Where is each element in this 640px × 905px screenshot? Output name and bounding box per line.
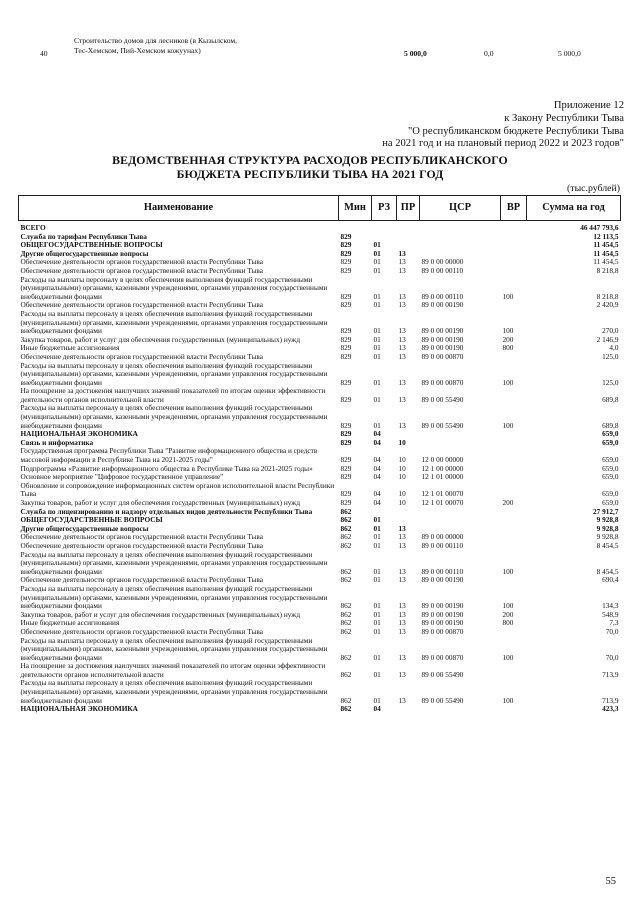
row-name: Расходы на выплаты персоналу в целях обеспечения выполнения функций государственными (муниципальными) органами, казенными учреждениями, органами управления государственными внебюджетными фондами — [20, 360, 328, 387]
row-min: 829 — [340, 334, 352, 344]
header-sum: Сумма на год — [527, 196, 621, 221]
row-min: 829 — [340, 420, 352, 430]
row-sum: 8 454,5 — [596, 566, 619, 576]
row-name: Расходы на выплаты персоналу в целях обеспечения выполнения функций государственными (муниципальными) органами, казенными учреждениями, органами управления государственными внебюджетными фондами — [20, 308, 328, 336]
row-min: 829 — [340, 231, 352, 241]
row-rz — [372, 221, 397, 233]
row-vr — [501, 301, 527, 310]
row-vr: 100 — [502, 652, 514, 662]
row-sum: 659,0 — [602, 472, 619, 482]
row-pr: 13 — [398, 626, 406, 636]
row-min: 829 — [340, 437, 352, 447]
row-pr: 10 — [398, 437, 406, 447]
row-vr: 100 — [502, 566, 514, 576]
row-pr: 13 — [398, 394, 406, 404]
row-name: На поощрение за достижения наилучших значений показателей по итогам оценки эффективности деятельности органов исполнительной власти — [20, 661, 326, 679]
table-row — [19, 447, 621, 464]
row-vr — [501, 233, 527, 242]
row-csr — [420, 439, 501, 448]
row-sum: 27 912,7 — [592, 506, 619, 516]
row-name: Иные бюджетные ассигнования — [20, 618, 120, 628]
row-sum: 713,9 — [602, 695, 619, 705]
row-min: 829 — [340, 472, 352, 482]
row-csr: 89 0 00 00190 — [421, 343, 464, 353]
row-name: Обеспечение деятельности органов государственной власти Республики Тыва — [20, 351, 263, 361]
row-csr — [420, 241, 501, 250]
row-pr: 13 — [398, 265, 406, 275]
row-pr: 13 — [398, 420, 406, 430]
row-name: Служба по лицензированию и надзору отдельных видов деятельности Республики Тыва — [20, 506, 313, 516]
row-name: Государственная программа Республики Тыва "Развитие информационного общества и средств массовой информации в Республике Тыва на 2021-2025 годы" — [20, 446, 318, 465]
row-vr — [501, 533, 527, 542]
row-pr: 10 — [398, 455, 406, 465]
row-rz: 01 — [373, 695, 381, 705]
row-pr: 13 — [398, 326, 406, 336]
row-pr — [397, 233, 420, 242]
row-vr — [501, 447, 527, 464]
row-csr: 89 0 00 00000 — [421, 257, 464, 267]
header-csr: ЦСР — [420, 196, 501, 221]
row-csr: 89 0 00 00110 — [421, 540, 464, 550]
appendix-line4: на 2021 год и на плановый период 2022 и 2023 годов" — [382, 138, 624, 150]
row-min: 862 — [340, 601, 352, 611]
row-rz: 01 — [373, 334, 381, 344]
row-csr: 89 0 00 00190 — [421, 618, 464, 628]
row-name: Служба по тарифам Республики Тыва — [20, 231, 147, 241]
row-rz: 01 — [373, 343, 381, 353]
title-line2: БЮДЖЕТА РЕСПУБЛИКИ ТЫВА НА 2021 ГОД — [176, 166, 444, 181]
row-csr — [420, 516, 501, 525]
row-min: 862 — [340, 532, 352, 542]
row-rz: 01 — [373, 515, 381, 525]
row-vr — [501, 473, 527, 482]
row-min: 829 — [340, 240, 352, 250]
row-rz: 04 — [373, 472, 381, 482]
row-csr: 89 0 00 00870 — [421, 351, 464, 361]
row-sum: 11 454,5 — [593, 240, 619, 250]
row-pr: 13 — [398, 523, 406, 533]
row-sum: 2 146,9 — [596, 334, 619, 344]
row-rz: 04 — [373, 498, 381, 507]
row-name: Обеспечение деятельности органов государственной власти Республики Тыва — [20, 300, 263, 310]
row-pr — [397, 705, 420, 714]
row-csr: 89 0 00 55490 — [421, 669, 464, 679]
unit-label: (тыс.рублей) — [567, 183, 620, 194]
row-rz: 01 — [373, 566, 381, 576]
row-sum: 659,0 — [602, 455, 619, 465]
previous-row-number: 40 — [40, 49, 48, 58]
row-pr: 13 — [398, 618, 406, 628]
row-min: 862 — [340, 695, 352, 705]
row-rz: 01 — [373, 420, 381, 430]
row-min: 829 — [340, 394, 352, 404]
row-sum: 9 928,8 — [596, 515, 619, 525]
row-min: 829 — [340, 291, 352, 301]
previous-row-name: Строительство домов для лесников (в Кызылском, Тес-Хемском, Пий-Хемском кожуунах) — [74, 36, 238, 55]
row-pr: 13 — [398, 291, 406, 301]
row-vr: 100 — [502, 326, 514, 336]
row-sum: 689,8 — [602, 394, 619, 404]
row-sum: 11 454,5 — [593, 257, 619, 267]
row-csr: 12 1 00 00000 — [421, 463, 464, 473]
row-name: Обеспечение деятельности органов государственной власти Республики Тыва — [20, 540, 263, 550]
row-csr: 89 0 00 00190 — [421, 601, 464, 611]
row-vr — [501, 250, 527, 259]
row-csr: 89 0 00 00190 — [421, 609, 464, 619]
appendix-line1: Приложение 12 — [553, 100, 624, 111]
row-sum: 7,3 — [609, 618, 619, 628]
appendix-header — [382, 100, 624, 151]
row-name: Закупка товаров, работ и услуг для обеспечения государственных (муниципальных) нужд — [20, 498, 301, 507]
table-row — [19, 585, 621, 611]
row-min: 862 — [340, 515, 352, 525]
row-pr: 13 — [398, 601, 406, 611]
row-vr: 800 — [502, 343, 514, 353]
row-pr — [397, 221, 420, 233]
page-number: 55 — [605, 876, 616, 887]
row-csr: 89 0 00 00190 — [421, 300, 464, 310]
row-sum: 125,0 — [602, 351, 619, 361]
row-min: 862 — [340, 566, 352, 576]
row-min: 829 — [340, 257, 352, 267]
row-sum: 2 420,9 — [596, 300, 619, 310]
row-pr: 13 — [398, 300, 406, 310]
row-sum: 134,3 — [602, 601, 619, 611]
row-csr: 89 0 00 55490 — [421, 394, 464, 404]
row-name: НАЦИОНАЛЬНАЯ ЭКОНОМИКА — [20, 704, 138, 714]
row-vr — [501, 516, 527, 525]
table-row — [19, 404, 621, 430]
row-sum: 8 454,5 — [596, 540, 619, 550]
row-sum: 9 928,8 — [596, 523, 619, 533]
row-sum: 270,0 — [602, 326, 619, 336]
row-pr: 13 — [398, 652, 406, 662]
row-rz: 01 — [373, 265, 381, 275]
row-pr: 10 — [398, 489, 406, 499]
row-rz: 01 — [373, 669, 381, 679]
row-vr: 100 — [502, 695, 514, 705]
row-vr — [501, 628, 527, 637]
row-min: 862 — [340, 506, 352, 516]
row-name: Расходы на выплаты персоналу в целях обеспечения выполнения функций государственными (муниципальными) органами, казенными учреждениями, органами управления государственными внебюджетными фондами — [20, 274, 328, 301]
row-pr: 13 — [398, 532, 406, 542]
row-pr: 13 — [398, 609, 406, 619]
row-name: Обеспечение деятельности органов государственной власти Республики Тыва — [20, 265, 263, 275]
row-vr — [501, 662, 527, 679]
previous-table-row — [16, 36, 616, 78]
table-row — [19, 637, 621, 663]
row-vr — [501, 267, 527, 276]
row-rz: 01 — [373, 326, 381, 336]
row-min: 829 — [340, 463, 352, 473]
row-pr — [397, 508, 420, 517]
appendix-line2: к Закону Республики Тыва — [504, 112, 624, 124]
table-row — [19, 221, 621, 233]
row-sum: 9 928,8 — [596, 532, 619, 542]
row-rz: 01 — [373, 626, 381, 636]
row-name: Основное мероприятие "Цифровое государственное управление" — [20, 472, 224, 482]
row-csr: 89 0 00 00870 — [421, 377, 464, 387]
row-name: Расходы на выплаты персоналу в целях обеспечения выполнения функций государственными (муниципальными) органами, казенными учреждениями, органами управления государственными внебюджетными фондами — [20, 635, 328, 662]
row-pr: 13 — [398, 343, 406, 353]
row-vr: 100 — [502, 601, 514, 611]
row-sum: 690,4 — [602, 575, 619, 585]
row-rz: 04 — [373, 437, 381, 447]
appendix-line3: "О республиканском бюджете Республики Тыва — [407, 125, 624, 137]
row-csr: 89 0 00 00190 — [421, 326, 464, 336]
row-pr: 13 — [398, 377, 406, 387]
row-min: 829 — [340, 300, 352, 310]
row-min: 862 — [340, 669, 352, 679]
row-rz: 01 — [373, 601, 381, 611]
table-row — [19, 276, 621, 302]
row-min: 862 — [340, 540, 352, 550]
table-row — [19, 679, 621, 705]
row-pr: 13 — [398, 248, 406, 258]
row-min: 862 — [340, 618, 352, 628]
row-min: 829 — [340, 489, 352, 499]
document-title — [90, 154, 530, 181]
row-csr: 89 0 00 00190 — [421, 575, 464, 585]
previous-row-value2: 0,0 — [484, 49, 494, 58]
table-row — [19, 310, 621, 336]
row-rz: 01 — [373, 291, 381, 301]
row-min — [339, 221, 372, 233]
row-vr — [501, 430, 527, 439]
row-csr — [420, 221, 501, 233]
row-min: 862 — [340, 523, 352, 533]
row-rz: 01 — [373, 394, 381, 404]
row-rz: 01 — [373, 523, 381, 533]
row-vr — [501, 482, 527, 499]
row-name: Закупка товаров, работ и услуг для обеспечения государственных (муниципальных) нужд — [20, 609, 301, 619]
row-rz: 04 — [373, 463, 381, 473]
row-name: НАЦИОНАЛЬНАЯ ЭКОНОМИКА — [20, 429, 138, 439]
row-vr — [501, 705, 527, 714]
row-sum: 659,0 — [602, 498, 619, 507]
header-rz: РЗ — [372, 196, 397, 221]
row-vr: 800 — [502, 618, 514, 628]
row-rz: 01 — [373, 532, 381, 542]
table-row — [19, 362, 621, 388]
row-csr: 89 0 00 00110 — [421, 265, 464, 275]
row-sum: 548,9 — [602, 609, 619, 619]
row-pr: 10 — [398, 463, 406, 473]
row-vr — [501, 221, 527, 233]
row-name: Подпрограмма «Развитие информационного общества в Республике Тыва на 2021-2025 годы» — [20, 463, 313, 473]
row-pr: 13 — [398, 566, 406, 576]
row-rz: 01 — [373, 652, 381, 662]
row-csr: 12 1 01 00000 — [421, 472, 464, 482]
row-vr — [501, 353, 527, 362]
row-name: Другие общегосударственные вопросы — [20, 523, 149, 533]
row-sum: 70,0 — [605, 626, 619, 636]
row-name: Обеспечение деятельности органов государственной власти Республики Тыва — [20, 575, 263, 585]
row-csr: 89 0 00 00110 — [421, 291, 464, 301]
row-min: 829 — [340, 377, 352, 387]
row-vr — [501, 508, 527, 517]
row-csr — [420, 430, 501, 439]
title-line1: ВЕДОМСТВЕННАЯ СТРУКТУРА РАСХОДОВ РЕСПУБЛИКАНСКОГО — [112, 153, 508, 167]
row-csr: 12 0 00 00000 — [421, 455, 464, 465]
row-rz: 01 — [373, 240, 381, 250]
row-name: Обеспечение деятельности органов государственной власти Республики Тыва — [20, 532, 263, 542]
row-min: 862 — [340, 626, 352, 636]
row-name: Обеспечение деятельности органов государственной власти Республики Тыва — [20, 626, 263, 636]
row-rz: 04 — [373, 489, 381, 499]
header-min: Мин — [339, 196, 372, 221]
row-rz: 01 — [373, 540, 381, 550]
row-min: 862 — [340, 652, 352, 662]
table-header-row — [19, 196, 621, 221]
row-rz: 01 — [373, 257, 381, 267]
row-csr: 89 0 00 00190 — [421, 334, 464, 344]
row-vr — [501, 387, 527, 404]
row-vr: 100 — [502, 377, 514, 387]
row-sum: 659,0 — [602, 463, 619, 473]
table-row — [19, 662, 621, 679]
row-vr — [501, 465, 527, 474]
row-rz: 01 — [373, 248, 381, 258]
row-sum: 659,0 — [602, 429, 619, 439]
row-name: Связь и информатика — [20, 437, 94, 447]
row-sum: 713,9 — [602, 669, 619, 679]
row-rz: 01 — [373, 351, 381, 361]
row-pr: 13 — [398, 351, 406, 361]
row-pr: 13 — [398, 334, 406, 344]
row-min: 829 — [340, 429, 352, 439]
row-name: Другие общегосударственные вопросы — [20, 248, 149, 258]
row-csr — [420, 233, 501, 242]
row-pr: 10 — [398, 498, 406, 507]
row-pr: 13 — [398, 257, 406, 267]
row-sum: 46 447 793,6 — [580, 223, 619, 232]
row-min: 829 — [340, 498, 352, 507]
row-min: 862 — [340, 609, 352, 619]
row-vr — [501, 576, 527, 585]
row-sum: 4,0 — [609, 343, 619, 353]
row-name: На поощрение за достижения наилучших значений показателей по итогам оценки эффективности деятельности органов исполнительной власти — [20, 386, 326, 404]
row-rz: 01 — [373, 618, 381, 628]
row-min: 829 — [340, 351, 352, 361]
row-csr: 89 0 00 00870 — [421, 626, 464, 636]
row-sum: 659,0 — [602, 489, 619, 499]
row-pr: 13 — [398, 540, 406, 550]
row-pr: 13 — [398, 575, 406, 585]
row-vr: 200 — [502, 609, 514, 619]
row-name: ОБЩЕГОСУДАРСТВЕННЫЕ ВОПРОСЫ — [20, 515, 163, 525]
row-csr: 12 1 01 00070 — [421, 489, 464, 499]
row-name: Обновление и сопровождение информационных систем органов исполнительной власти Республики Тыва — [20, 480, 335, 499]
row-min: 829 — [340, 265, 352, 275]
row-vr — [501, 439, 527, 448]
row-name: Расходы на выплаты персоналу в целях обеспечения выполнения функций государственными (муниципальными) органами, казенными учреждениями, органами управления государственными внебюджетными фондами — [20, 403, 328, 430]
row-csr: 89 0 00 00000 — [421, 532, 464, 542]
row-name: Закупка товаров, работ и услуг для обеспечения государственных (муниципальных) нужд — [20, 334, 301, 344]
row-sum: 11 454,5 — [593, 248, 619, 258]
row-csr: 89 0 00 55490 — [421, 695, 464, 705]
row-vr: 200 — [502, 334, 514, 344]
row-rz: 04 — [373, 704, 381, 714]
row-csr: 89 0 00 55490 — [421, 420, 464, 430]
table-body — [19, 221, 621, 714]
row-pr: 10 — [398, 472, 406, 482]
row-name: Расходы на выплаты персоналу в целях обеспечения выполнения функций государственными (муниципальными) органами, казенными учреждениями, органами управления государственными внебюджетными фондами — [20, 549, 328, 576]
row-min: 829 — [340, 326, 352, 336]
table-row — [19, 387, 621, 404]
row-sum: 125,0 — [602, 377, 619, 387]
row-vr — [501, 258, 527, 267]
row-vr: 100 — [502, 420, 514, 430]
row-name: Иные бюджетные ассигнования — [20, 343, 120, 353]
row-min: 829 — [340, 455, 352, 465]
row-min: 829 — [340, 248, 352, 258]
row-name: Обеспечение деятельности органов государственной власти Республики Тыва — [20, 257, 263, 267]
row-rz: 04 — [373, 429, 381, 439]
row-sum: 423,3 — [602, 704, 619, 714]
row-csr — [420, 508, 501, 517]
row-sum: 12 113,5 — [593, 231, 619, 241]
row-vr — [501, 542, 527, 551]
header-vr: ВР — [501, 196, 527, 221]
row-pr: 13 — [398, 695, 406, 705]
row-sum: 8 218,8 — [596, 265, 619, 275]
row-rz: 01 — [373, 575, 381, 585]
row-vr — [501, 241, 527, 250]
previous-row-value1: 5 000,0 — [404, 49, 427, 58]
row-csr: 89 0 00 00870 — [421, 652, 464, 662]
row-rz: 01 — [373, 609, 381, 619]
row-csr: 89 0 00 00110 — [421, 566, 464, 576]
table-row — [19, 482, 621, 499]
row-name: Расходы на выплаты персоналу в целях обеспечения выполнения функций государственными (муниципальными) органами, казенными учреждениями, органами управления государственными внебюджетными фондами — [20, 678, 328, 705]
row-name: ВСЕГО — [20, 223, 46, 232]
row-rz: 01 — [373, 300, 381, 310]
row-csr — [420, 705, 501, 714]
row-vr: 200 — [502, 498, 514, 507]
row-rz: 01 — [373, 377, 381, 387]
row-vr: 100 — [502, 291, 514, 301]
row-vr — [501, 525, 527, 534]
row-name: Расходы на выплаты персоналу в целях обеспечения выполнения функций государственными (муниципальными) органами, казенными учреждениями, органами управления государственными внебюджетными фондами — [20, 583, 328, 611]
row-sum: 8 218,8 — [596, 291, 619, 301]
table-row — [19, 430, 621, 439]
row-sum: 659,0 — [602, 437, 619, 447]
table-row — [19, 705, 621, 714]
row-rz: 04 — [373, 455, 381, 465]
row-csr: 12 1 01 00070 — [421, 498, 464, 507]
row-sum: 689,8 — [602, 420, 619, 430]
row-pr: 13 — [398, 669, 406, 679]
previous-row-value3: 5 000,0 — [558, 49, 581, 58]
header-name: Наименование — [19, 196, 339, 221]
row-min: 829 — [340, 343, 352, 353]
table-row — [19, 551, 621, 577]
expenditure-table — [18, 195, 621, 714]
row-min: 862 — [340, 704, 352, 714]
row-min: 862 — [340, 575, 352, 585]
row-name: ОБЩЕГОСУДАРСТВЕННЫЕ ВОПРОСЫ — [20, 240, 163, 250]
row-sum: 70,0 — [605, 652, 619, 662]
header-pr: ПР — [397, 196, 420, 221]
